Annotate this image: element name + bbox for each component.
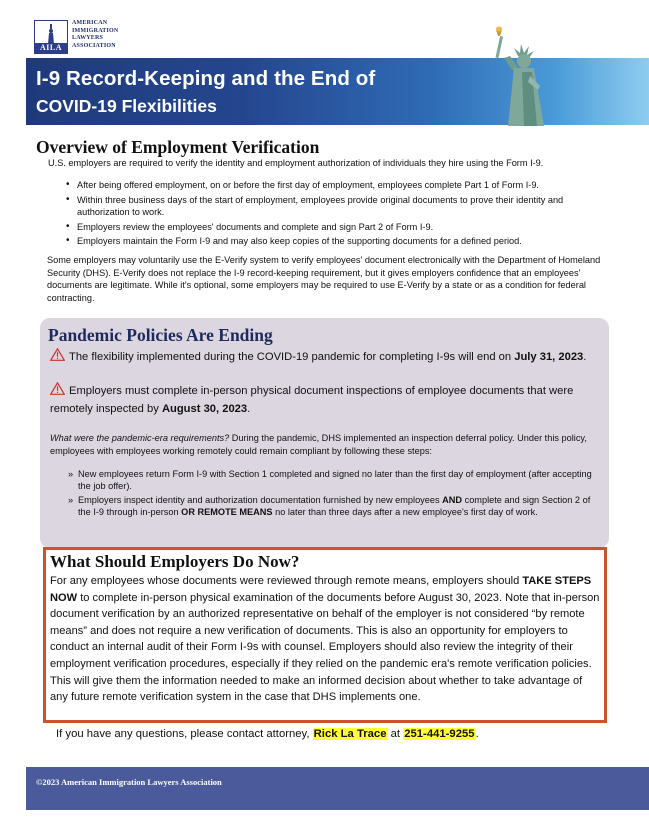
step2-and: AND	[442, 494, 463, 505]
step2-text: complete and sign Section 2 of the I-9 through in-person	[78, 494, 591, 518]
pandemic-deadline-july	[50, 348, 605, 365]
overview-heading: Overview of Employment Verification	[36, 137, 320, 157]
pandemic-deadline-august	[50, 382, 610, 418]
aila-logo	[34, 20, 118, 54]
july-deadline-date: July 31, 2023	[514, 351, 584, 363]
statue-of-liberty-icon	[482, 26, 582, 126]
org-line: AMERICAN	[72, 20, 108, 26]
title-line-2: COVID-19 Flexibilities	[36, 96, 217, 116]
contact-line	[56, 728, 479, 740]
list-item: • Within three business days of the start of employment, employees provide original documents to prove their identity and authorization to work.	[66, 194, 586, 219]
everify-paragraph: Some employers may voluntarily use the E-Verify system to verify employees' document electronically with the Department of Homeland Security (DHS). E-Verify does not replace the I-9 record-keeping requirement, but it gives employers confidence that an employees' documents are legitimate. While it's optional, some employers may be required to use E-Verify by a state or as a condition for federal contracting.	[47, 255, 601, 303]
pandemic-steps-list	[68, 468, 598, 520]
warning-icon	[50, 382, 65, 395]
attorney-name: Rick La Trace	[313, 728, 387, 740]
list-item: • Employers maintain the Form I-9 and may also keep copies of the supporting documents for a defined period.	[66, 235, 586, 248]
take-steps-now: TAKE STEPS NOW	[50, 575, 592, 604]
footer-bar	[26, 767, 649, 810]
step2-text: Employers inspect identity and authorization documentation furnished by new employees	[78, 494, 443, 505]
pandemic-requirements-paragraph	[50, 432, 605, 457]
footer-copyright: ©2023 American Immigration Lawyers Association	[36, 777, 222, 787]
org-line: IMMIGRATION	[72, 27, 119, 34]
attorney-phone[interactable]: 251-441-9255	[404, 728, 475, 740]
august-deadline-date: August 30, 2023	[161, 402, 248, 415]
action-heading: What Should Employers Do Now?	[50, 552, 300, 571]
contact-middle: at	[387, 728, 404, 740]
action-paragraph	[50, 573, 603, 706]
action-text: For any employees whose documents were reviewed through remote means, employers should	[50, 575, 523, 587]
list-item: » New employees return Form I-9 with Section 1 completed and signed no later than the first day of employment (after accepting the job offer).	[68, 468, 598, 493]
aila-logo-mark	[34, 20, 68, 54]
aila-mark-text: AILA	[35, 43, 67, 53]
contact-prefix: If you have any questions, please contact attorney,	[56, 728, 313, 740]
org-line: LAWYERS	[72, 35, 104, 41]
aila-org-name	[72, 20, 118, 50]
punct: .	[583, 351, 587, 363]
org-line: ASSOCIATION	[72, 42, 116, 49]
statue-of-liberty-icon	[46, 24, 56, 44]
warning-icon	[50, 348, 65, 361]
list-item: • Employers review the employees' documents and complete and sign Part 2 of Form I-9.	[66, 221, 586, 234]
pandemic-heading: Pandemic Policies Are Ending	[48, 325, 273, 345]
pandemic-line-2-text: Employers must complete in-person physical document inspections of employee documents that were remotely inspected by	[50, 385, 574, 415]
requirements-answer: During the pandemic, DHS implemented an inspection deferral policy. Under this policy, employees with employees working remotely could remain compliant by following these steps:	[50, 433, 587, 456]
punct: .	[247, 402, 251, 415]
title-line-1: I-9 Record-Keeping and the End of	[36, 67, 376, 90]
list-item: • After being offered employment, on or before the first day of employment, employees complete Part 1 of Form I-9.	[66, 179, 586, 192]
step2-remote-means: OR REMOTE MEANS	[181, 507, 273, 518]
step2-text: no later than three days after a new employee's first day of work.	[272, 507, 538, 518]
overview-intro: U.S. employers are required to verify the identity and employment authorization of individuals they hire using the Form I-9.	[48, 158, 544, 168]
list-item	[68, 494, 598, 519]
pandemic-policies-box	[40, 318, 609, 548]
employer-action-box	[43, 547, 607, 723]
requirements-question: What were the pandemic-era requirements?	[50, 433, 230, 443]
overview-bullet-list	[66, 179, 586, 250]
pandemic-line-1-text: The flexibility implemented during the COVID-19 pandemic for completing I-9s will end on	[69, 351, 515, 363]
punct: .	[475, 728, 479, 740]
action-text: to complete in-person physical examination of the documents before August 30, 2023. Note that in-person document verification by an authorized representative on behalf of the employer is not considered “by remote means” and does not require a new verification of documents. This is also an opportunity for employers to conduct an internal audit of their Form I-9s with counsel. Employers should also review the integrity of their employment verification procedures, especially if they relied on the pandemic era's remote verification policies. This will give them the information needed to make an informed decision about whether to take advantage of any future remote verification system in the case that DHS implements one.	[50, 591, 600, 704]
